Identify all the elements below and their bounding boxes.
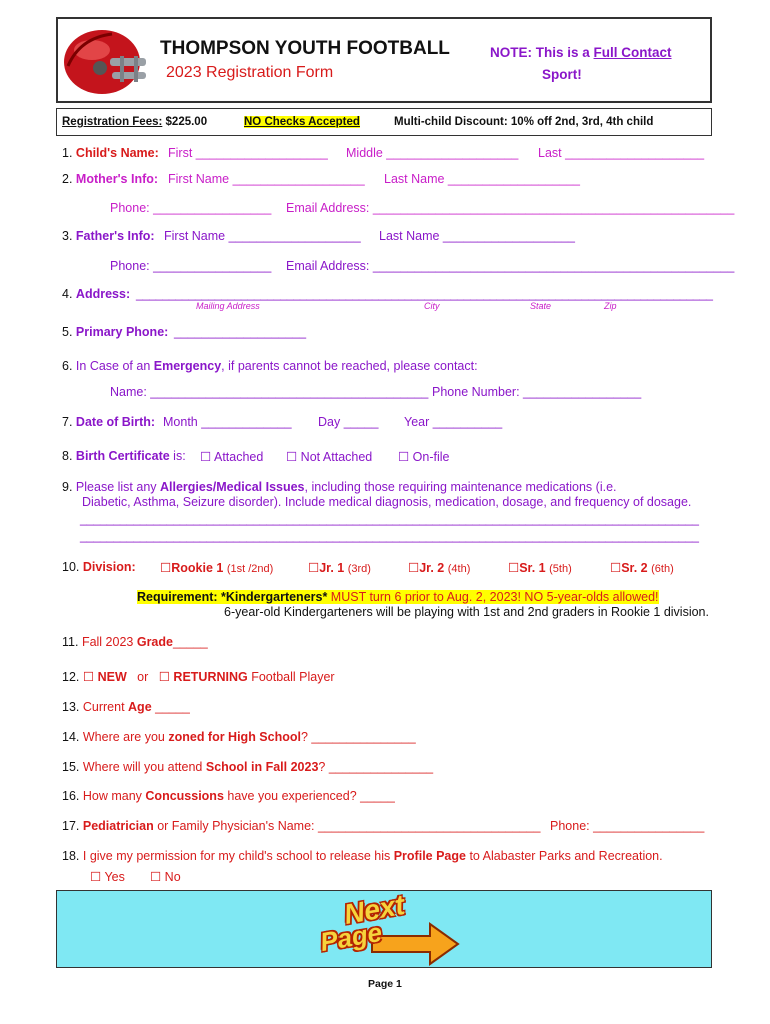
hint-mailing-address: Mailing Address (196, 301, 260, 311)
child-first-name-field[interactable]: First ___________________ (168, 146, 328, 160)
hint-state: State (530, 301, 552, 311)
division-jr-2-checkbox[interactable]: ☐Jr. 2 (4th) (408, 561, 471, 575)
dob-month-field[interactable]: Month _____________ (163, 415, 292, 429)
father-email-field[interactable]: Email Address: ____________________________________________________ (286, 259, 735, 273)
page-title: THOMPSON YOUTH FOOTBALL (160, 38, 450, 59)
dob-year-field[interactable]: Year __________ (404, 415, 503, 429)
q10-division: 10. Division: (62, 560, 136, 574)
birth-cert-not-attached-checkbox[interactable]: ☐ Not Attached (286, 450, 373, 464)
q16-concussions: 16. How many Concussions have you experienced? _____ (62, 789, 395, 803)
page-subtitle: 2023 Registration Form (166, 64, 334, 81)
football-helmet-icon (60, 22, 152, 98)
q4-address: 4. Address: (62, 287, 131, 301)
age-field[interactable]: _____ (151, 700, 190, 714)
father-phone-field[interactable]: Phone: _________________ (110, 259, 272, 273)
grade-field[interactable]: _____ (172, 635, 208, 649)
mother-last-name-field[interactable]: Last Name ___________________ (384, 172, 581, 186)
dob-day-field[interactable]: Day _____ (318, 415, 379, 429)
q13-age: 13. Current Age _____ (62, 700, 190, 714)
kindergarten-requirement-line2: 6-year-old Kindergarteners will be playing with 1st and 2nd graders in Rookie 1 division. (224, 605, 709, 619)
emergency-name-field[interactable]: Name: ________________________________________ (110, 385, 429, 399)
high-school-field[interactable]: ? _______________ (300, 730, 416, 744)
division-sr-1-checkbox[interactable]: ☐Sr. 1 (5th) (508, 561, 572, 575)
mother-email-field[interactable]: Email Address: ____________________________________________________ (286, 201, 735, 215)
q7-date-of-birth: 7. Date of Birth: (62, 415, 156, 429)
next-page-button[interactable] (312, 888, 462, 968)
medical-notes-line-2[interactable]: _____________________________________________________________________________________________ (80, 529, 699, 543)
returning-player-checkbox[interactable]: ☐ RETURNING (158, 670, 248, 684)
birth-cert-on-file-checkbox[interactable]: ☐ On-file (398, 450, 450, 464)
no-checks-notice: NO Checks Accepted (244, 116, 360, 128)
mother-phone-field[interactable]: Phone: _________________ (110, 201, 272, 215)
contact-note-line2: Sport! (542, 67, 582, 82)
division-rookie-1-checkbox[interactable]: ☐Rookie 1 (1st /2nd) (160, 561, 274, 575)
q3-father-info: 3. Father's Info: (62, 229, 155, 243)
father-first-name-field[interactable]: First Name ___________________ (164, 229, 361, 243)
kindergarten-requirement: Requirement: *Kindergarteners* MUST turn 6 prior to Aug. 2, 2023! NO 5-year-olds allowed! (137, 590, 659, 604)
q18-permission: 18. I give my permission for my child's school to release his Profile Page to Alabaster Parks and Recreation. (62, 849, 663, 863)
multi-child-discount: Multi-child Discount: 10% off 2nd, 3rd, 4th child (394, 116, 654, 128)
q9-allergies-line2: Diabetic, Asthma, Seizure disorder). Include medical diagnosis, medication, dosage, and frequency of dosage. (82, 495, 692, 509)
next-page-label-next: Next (341, 888, 407, 931)
hint-city: City (424, 301, 440, 311)
physician-name-field[interactable]: or Family Physician's Name: ________________________________ (153, 819, 541, 833)
q2-mother-info: 2. Mother's Info: (62, 172, 159, 186)
address-field[interactable]: ________________________________________________________________________________________ (136, 287, 713, 301)
q1-child-name: 1. Child's Name: (62, 146, 159, 160)
header-box (56, 17, 712, 103)
q6-emergency: 6. In Case of an Emergency, if parents cannot be reached, please contact: (62, 359, 478, 373)
q9-allergies: 9. Please list any Allergies/Medical Issues, including those requiring maintenance medications (i.e. (62, 480, 617, 494)
next-page-label-page: Page (317, 916, 385, 958)
hint-zip: Zip (604, 301, 617, 311)
fees-label: Registration Fees: $225.00 (62, 116, 208, 128)
child-middle-name-field[interactable]: Middle ___________________ (346, 146, 519, 160)
division-sr-2-checkbox[interactable]: ☐Sr. 2 (6th) (610, 561, 674, 575)
q12-player-status: 12. ☐ NEW or ☐ RETURNING Football Player (62, 670, 335, 684)
concussions-field[interactable]: have you experienced? _____ (223, 789, 395, 803)
q17-physician: 17. Pediatrician or Family Physician's Name: ________________________________ (62, 819, 541, 833)
page-number: Page 1 (368, 978, 402, 990)
child-last-name-field[interactable]: Last ____________________ (538, 146, 705, 160)
primary-phone-field[interactable]: ___________________ (174, 325, 307, 339)
emergency-phone-field[interactable]: Phone Number: _________________ (432, 385, 642, 399)
q5-primary-phone: 5. Primary Phone: (62, 325, 169, 339)
birth-cert-attached-checkbox[interactable]: ☐ Attached (200, 450, 264, 464)
permission-yes-checkbox[interactable]: ☐ Yes (90, 870, 125, 884)
q14-high-school-zone: 14. Where are you zoned for High School? _______________ (62, 730, 416, 744)
mother-first-name-field[interactable]: First Name ___________________ (168, 172, 365, 186)
new-player-checkbox[interactable]: ☐ NEW (82, 670, 127, 684)
father-last-name-field[interactable]: Last Name ___________________ (379, 229, 576, 243)
physician-phone-field[interactable]: Phone: ________________ (550, 819, 705, 833)
q15-school-fall-2023: 15. Where will you attend School in Fall 2023? _______________ (62, 760, 434, 774)
medical-notes-line-1[interactable]: _____________________________________________________________________________________________ (80, 512, 699, 526)
school-fall-field[interactable]: ? _______________ (318, 760, 434, 774)
permission-no-checkbox[interactable]: ☐ No (150, 870, 181, 884)
contact-note: NOTE: This is a Full Contact (490, 45, 672, 60)
q8-birth-certificate: 8. Birth Certificate is: (62, 449, 186, 463)
division-jr-1-checkbox[interactable]: ☐Jr. 1 (3rd) (308, 561, 371, 575)
q11-grade: 11. Fall 2023 Grade_____ (62, 635, 208, 649)
